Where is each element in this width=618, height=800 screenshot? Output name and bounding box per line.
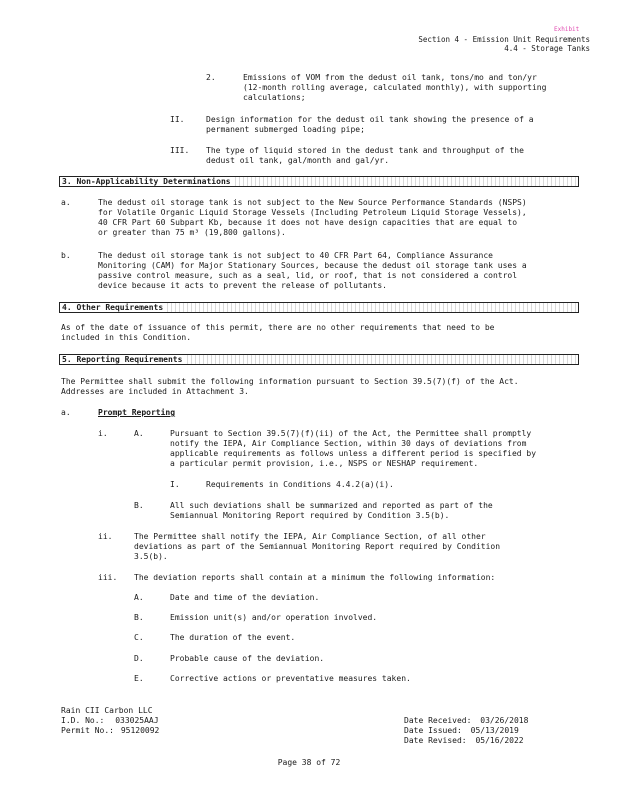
- date-issued-row: [404, 726, 528, 736]
- date-received-value: 03/26/2018: [480, 716, 529, 725]
- text-line: a particular permit provision, i.e., NSPS or NESHAP requirement.: [170, 459, 479, 468]
- item-A-number: A.: [134, 429, 144, 438]
- text-line: or greater than 75 m³ (19,800 gallons).: [98, 228, 286, 237]
- permit-label: Permit No.:: [61, 726, 114, 735]
- item-3a-text: [98, 198, 527, 238]
- text-line: Design information for the dedust oil tank showing the presence of a: [206, 115, 534, 124]
- item-iii-text: The deviation reports shall contain at a minimum the following information:: [134, 573, 496, 582]
- list-item-number: B.: [134, 613, 144, 622]
- text-line: passive control measure, such as a seal, lid, or roof, that is not considered a control: [98, 271, 518, 280]
- text-line: Pursuant to Section 39.5(7)(f)(ii) of the Act, the Permittee shall promptly: [170, 429, 532, 438]
- prompt-reporting-heading: Prompt Reporting: [98, 408, 176, 417]
- text-line: dedust oil tank, gal/month and gal/yr.: [206, 156, 390, 165]
- header-section-title: Section 4 - Emission Unit Requirements: [418, 35, 590, 44]
- section-4-heading: [59, 302, 579, 313]
- footer-permittee-info: [61, 706, 159, 736]
- text-line: As of the date of issuance of this permit, there are no other requirements that need to be: [61, 323, 495, 332]
- list-item-number: A.: [134, 593, 144, 602]
- permit-number-row: [61, 726, 159, 736]
- header-subsection-title: 4.4 - Storage Tanks: [504, 44, 590, 53]
- company-name: Rain CII Carbon LLC: [61, 706, 153, 715]
- item-III-text: [206, 146, 524, 166]
- item-3b-number: b.: [61, 251, 71, 260]
- date-issued-label: Date Issued:: [404, 726, 462, 735]
- text-line: (12-month rolling average, calculated monthly), with supporting: [243, 83, 547, 92]
- id-label: I.D. No.:: [61, 716, 105, 725]
- text-line: deviations as part of the Semiannual Monitoring Report required by Condition: [134, 542, 501, 551]
- section-5-intro: [61, 377, 519, 397]
- footer-dates: [404, 716, 528, 746]
- list-item-text: Probable cause of the deviation.: [170, 654, 325, 663]
- text-line: Semiannual Monitoring Report required by Condition 3.5(b).: [170, 511, 450, 520]
- section-5-title: 5. Reporting Requirements: [60, 355, 186, 364]
- item-II-number: II.: [170, 115, 185, 124]
- item-ii-number: ii.: [98, 532, 113, 541]
- list-item-number: D.: [134, 654, 144, 663]
- text-line: The dedust oil storage tank is not subject to the New Source Performance Standards (NSPS): [98, 198, 527, 207]
- text-line: Addresses are included in Attachment 3.: [61, 387, 249, 396]
- text-line: notify the IEPA, Air Compliance Section, within 30 days of deviations from: [170, 439, 527, 448]
- text-line: The Permittee shall submit the following information pursuant to Section 39.5(7)(f) of the Act.: [61, 377, 519, 386]
- text-line: The dedust oil storage tank is not subject to 40 CFR Part 64, Compliance Assurance: [98, 251, 493, 260]
- page-number: Page 38 of 72: [277, 758, 341, 767]
- item-iii-number: iii.: [98, 573, 118, 582]
- item-III-number: III.: [170, 146, 190, 155]
- text-line: 3.5(b).: [134, 552, 168, 561]
- date-issued-value: 05/13/2019: [470, 726, 519, 735]
- section-3-heading: [59, 176, 579, 187]
- text-line: included in this Condition.: [61, 333, 192, 342]
- text-line: calculations;: [243, 93, 306, 102]
- text-line: Emissions of VOM from the dedust oil tank, tons/mo and ton/yr: [243, 73, 537, 82]
- date-revised-row: [404, 736, 528, 746]
- id-number-row: [61, 716, 159, 726]
- section-3-title: 3. Non-Applicability Determinations: [60, 177, 235, 186]
- list-item-text: Date and time of the deviation.: [170, 593, 320, 602]
- text-line: for Volatile Organic Liquid Storage Vessels (Including Petroleum Liquid Storage Vessels),: [98, 208, 527, 217]
- item-II-text: [206, 115, 534, 135]
- id-value: 033025AAJ: [115, 716, 159, 725]
- text-line: The type of liquid stored in the dedust tank and throughput of the: [206, 146, 524, 155]
- list-item-text: Corrective actions or preventative measures taken.: [170, 674, 411, 683]
- item-B-number: B.: [134, 501, 144, 510]
- text-line: permanent submerged loading pipe;: [206, 125, 365, 134]
- text-line: All such deviations shall be summarized and reported as part of the: [170, 501, 493, 510]
- list-item-text: Emission unit(s) and/or operation involved.: [170, 613, 378, 622]
- text-line: The Permittee shall notify the IEPA, Air Compliance Section, of all other: [134, 532, 486, 541]
- item-ii-text: [134, 532, 500, 562]
- text-line: device because it acts to prevent the release of pollutants.: [98, 281, 387, 290]
- date-revised-value: 05/16/2022: [475, 736, 524, 745]
- date-revised-label: Date Revised:: [404, 736, 467, 745]
- list-item-number: E.: [134, 674, 144, 683]
- item-5a-number: a.: [61, 408, 71, 417]
- section-5-heading: [59, 354, 579, 365]
- exhibit-stamp: Exhibit: [554, 26, 580, 33]
- item-B-text: [170, 501, 493, 521]
- item-I-text: Requirements in Conditions 4.4.2(a)(i).: [206, 480, 394, 489]
- item-3a-number: a.: [61, 198, 71, 207]
- item-A-text: [170, 429, 536, 469]
- section-4-title: 4. Other Requirements: [60, 303, 167, 312]
- list-item-number: C.: [134, 633, 144, 642]
- text-line: 40 CFR Part 60 Subpart Kb, because it does not have design capacities that are equal to: [98, 218, 518, 227]
- page-header: [290, 35, 590, 53]
- permit-value: 95120092: [120, 726, 160, 735]
- item-2-number: 2.: [206, 73, 216, 82]
- text-line: applicable requirements as follows unless a different period is specified by: [170, 449, 537, 458]
- item-2-text: [243, 73, 546, 103]
- date-received-row: [404, 716, 528, 726]
- section-4-text: [61, 323, 494, 343]
- list-item-text: The duration of the event.: [170, 633, 296, 642]
- date-received-label: Date Received:: [404, 716, 472, 725]
- item-I-number: I.: [170, 480, 180, 489]
- item-i-number: i.: [98, 429, 108, 438]
- item-3b-text: [98, 251, 527, 291]
- text-line: Monitoring (CAM) for Major Stationary Sources, because the dedust oil storage tank uses a: [98, 261, 527, 270]
